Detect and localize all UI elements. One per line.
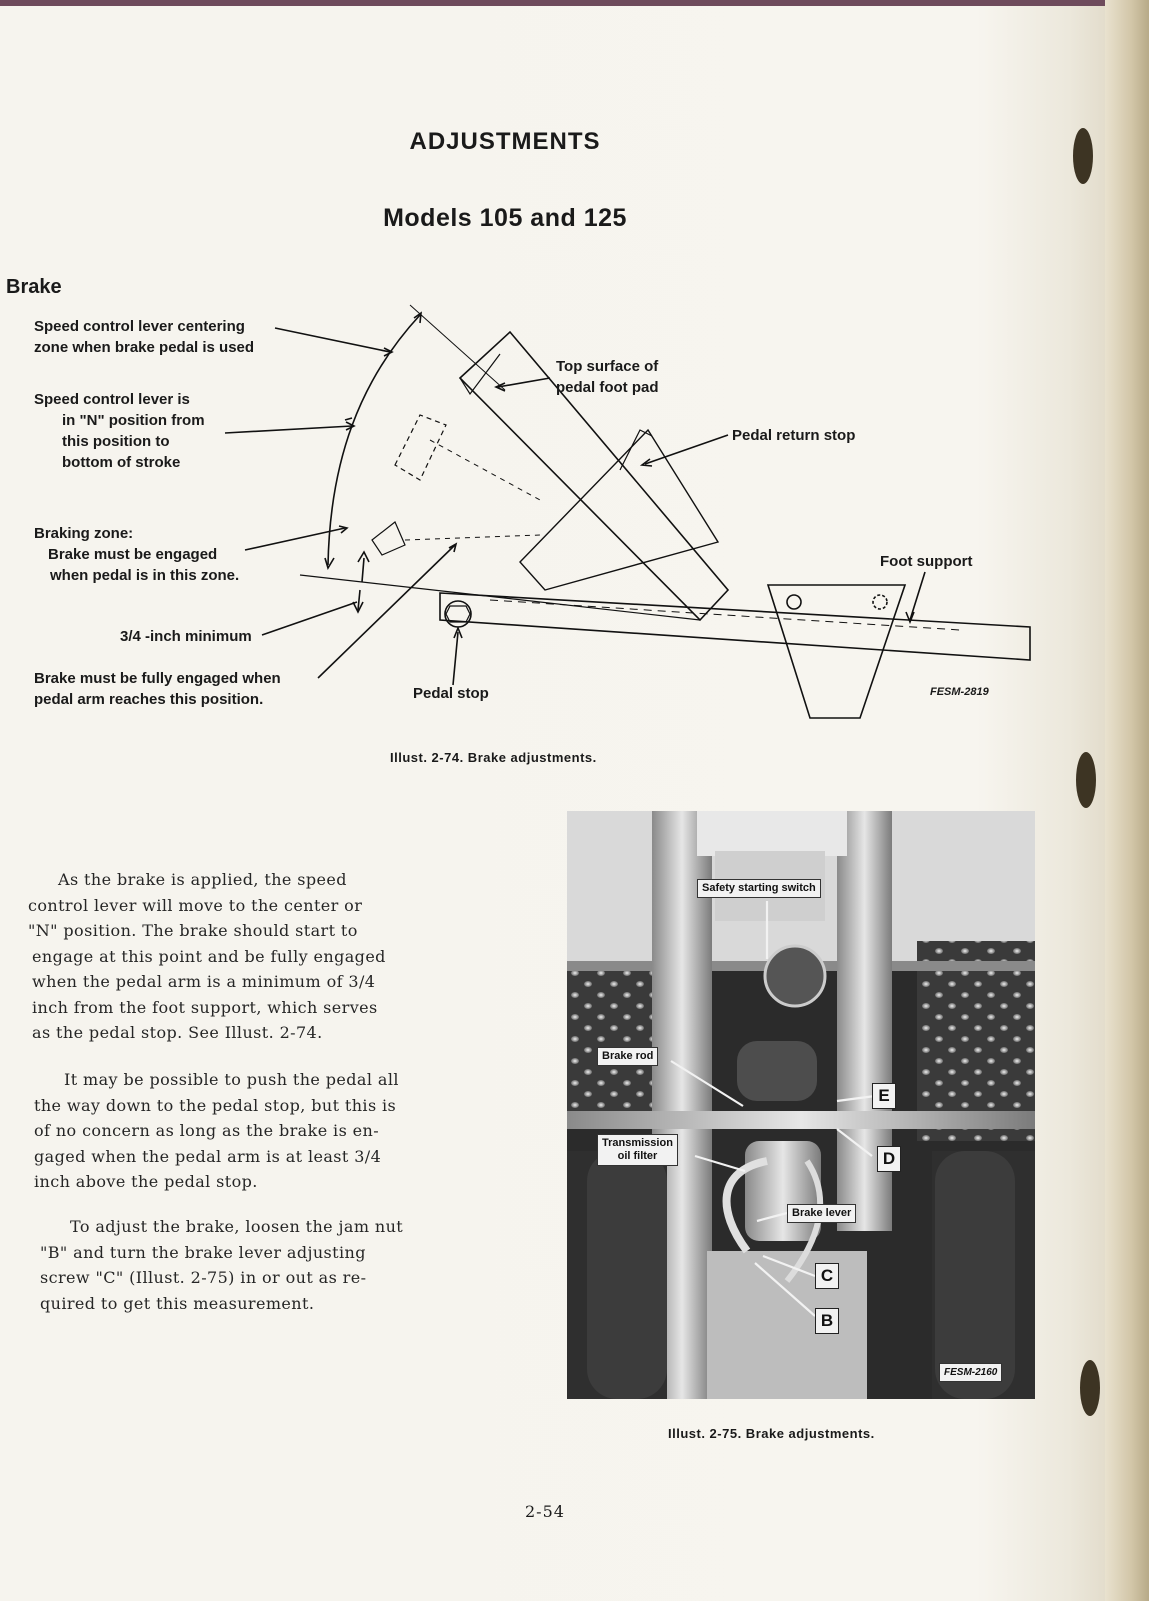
label-n-position: Speed control lever is in "N" position from this position to bottom of stroke [34, 391, 205, 471]
label-minimum: 3/4 -inch minimum [120, 628, 252, 645]
binder-hole-middle [1076, 752, 1096, 808]
paragraph-3: To adjust the brake, loosen the jam nut "B" and turn the brake lever adjusting screw "C" (Illust. 2-75) in or out as re- quired to get this measurement. [40, 1217, 404, 1313]
label-pedal-stop: Pedal stop [413, 685, 489, 702]
photo-label-brake-rod: Brake rod [597, 1047, 658, 1066]
photo-label-transmission: Transmission oil filter [597, 1134, 678, 1166]
photo-label-safety-switch: Safety starting switch [697, 879, 821, 898]
label-braking-zone: Braking zone: Brake must be engaged when pedal is in this zone. [34, 525, 240, 584]
paragraph-1: As the brake is applied, the speed control lever will move to the center or "N" position. The brake should start to engage at this point and be fully engaged when the pedal arm is a minimum of 3/4 inch from the foot support, which serves as the pedal stop. See Illust. 2-74. [28, 870, 386, 1042]
page-title: ADJUSTMENTS [409, 128, 601, 155]
label-top-surface: Top surface of pedal foot pad [556, 358, 659, 396]
diagram-caption: Illust. 2-74. Brake adjustments. [390, 750, 597, 765]
photo-caption: Illust. 2-75. Brake adjustments. [668, 1426, 875, 1441]
page-subtitle: Models 105 and 125 [383, 204, 627, 232]
photo-letter-d: D [877, 1146, 901, 1172]
photo-letter-c: C [815, 1263, 839, 1289]
pedal-stop-shape [445, 601, 471, 627]
brake-photo [567, 811, 1035, 1399]
binder-hole-bottom [1080, 1360, 1100, 1416]
diagram-code: FESM-2819 [930, 686, 989, 698]
photo-label-brake-lever: Brake lever [787, 1204, 856, 1223]
photo-letter-e: E [872, 1083, 896, 1109]
label-return-stop: Pedal return stop [732, 427, 856, 444]
label-foot-support: Foot support [880, 553, 973, 570]
pedal-arm [440, 593, 1030, 660]
paragraph-2: It may be possible to push the pedal all the way down to the pedal stop, but this is of no concern as long as the brake is en- gaged when the pedal arm is at least 3/4 inch above the pedal stop. [34, 1070, 399, 1191]
label-centering-zone: Speed control lever centering zone when brake pedal is used [34, 318, 255, 356]
section-heading: Brake [6, 276, 62, 298]
page-number: 2-54 [525, 1502, 565, 1521]
binder-edge [1105, 0, 1149, 1601]
photo-code: FESM-2160 [939, 1363, 1002, 1382]
return-stop-shape [520, 430, 718, 590]
label-fully-engaged: Brake must be fully engaged when pedal arm reaches this position. [34, 670, 281, 708]
photo-illustration [567, 811, 1035, 1399]
binder-hole-top [1073, 128, 1093, 184]
photo-letter-b: B [815, 1308, 839, 1334]
top-edge-band [0, 0, 1149, 6]
foot-support-shape [768, 585, 905, 718]
